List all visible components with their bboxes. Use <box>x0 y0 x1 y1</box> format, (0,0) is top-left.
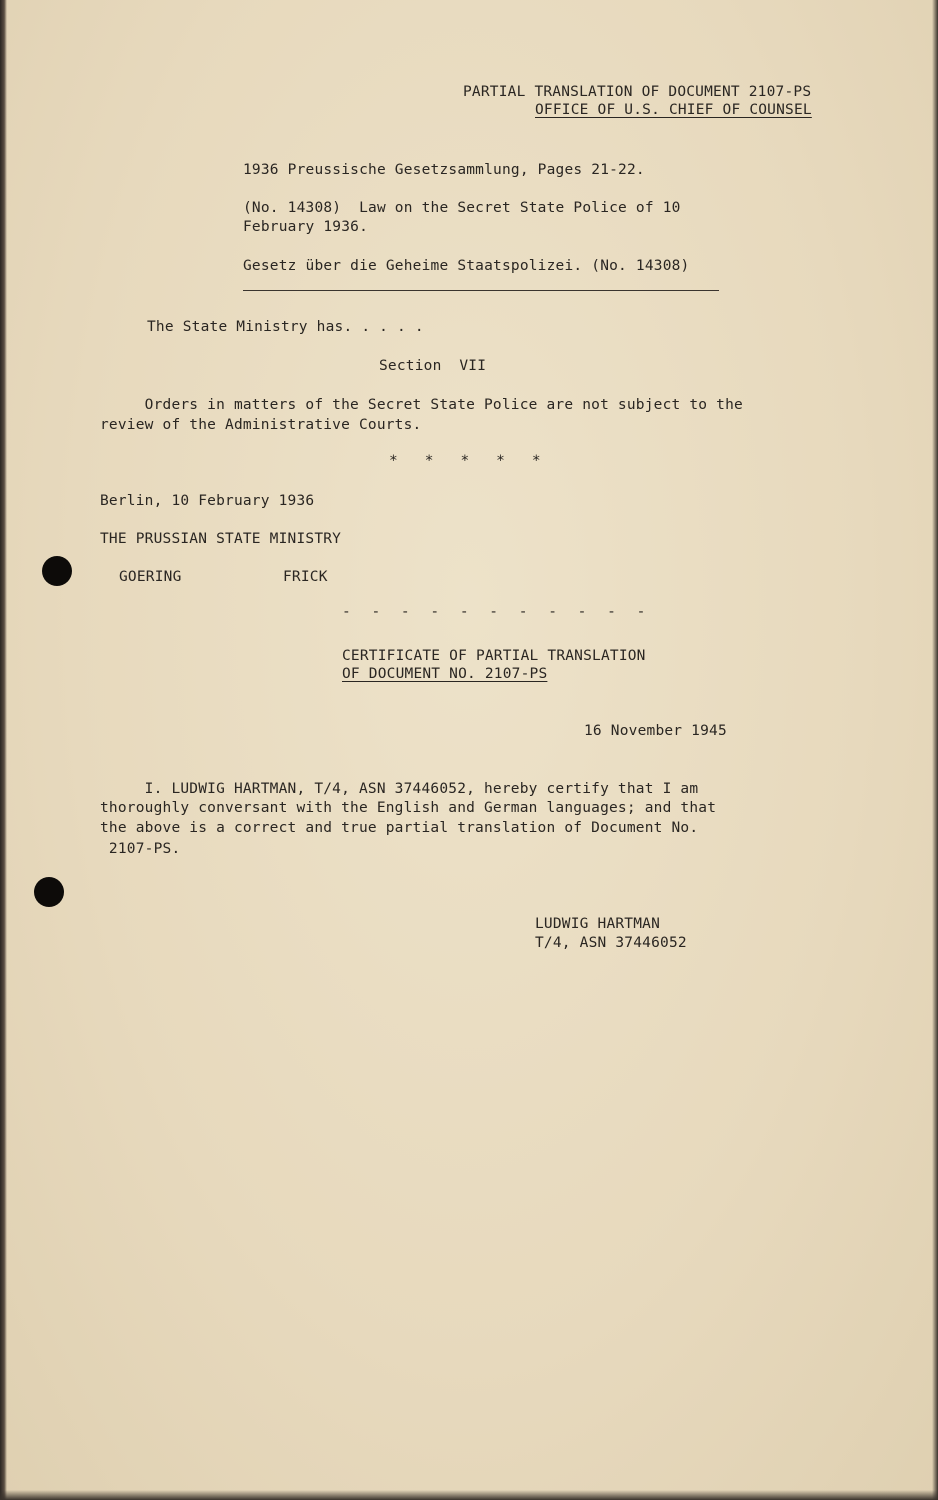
translator-signature-name: LUDWIG HARTMAN <box>535 916 661 932</box>
page-right-edge <box>932 0 938 1500</box>
omission-asterisks: * * * * * <box>389 453 541 469</box>
translator-signature-rank: T/4, ASN 37446052 <box>535 935 687 951</box>
page-bottom-edge <box>0 1490 938 1500</box>
signer-goering: GOERING <box>119 569 182 585</box>
place-and-date: Berlin, 10 February 1936 <box>100 493 315 509</box>
punch-hole-lower <box>34 877 64 907</box>
certificate-text-line-3: the above is a correct and true partial translation of Document No. <box>100 820 699 836</box>
ministry-name: THE PRUSSIAN STATE MINISTRY <box>100 531 342 547</box>
signer-frick: FRICK <box>283 569 328 585</box>
certificate-text-line-4: 2107-PS. <box>100 841 181 857</box>
law-title-english-line-2: February 1936. <box>243 219 369 235</box>
header-line-1: PARTIAL TRANSLATION OF DOCUMENT 2107-PS <box>463 84 812 100</box>
certificate-text-line-2: thoroughly conversant with the English and German languages; and that <box>100 800 717 816</box>
separator-dashes: - - - - - - - - - - - <box>342 604 652 620</box>
title-rule <box>243 290 719 291</box>
header-line-2: OFFICE OF U.S. CHIEF OF COUNSEL <box>535 102 812 118</box>
source-citation: 1936 Preussische Gesetzsammlung, Pages 21-22. <box>243 162 645 178</box>
law-title-german: Gesetz über die Geheime Staatspolizei. (No. 14308) <box>243 258 690 274</box>
punch-hole-upper <box>42 556 72 586</box>
certificate-title-line-1: CERTIFICATE OF PARTIAL TRANSLATION <box>342 648 646 664</box>
certificate-text-line-1: I. LUDWIG HARTMAN, T/4, ASN 37446052, hereby certify that I am <box>100 781 699 797</box>
intro-line: The State Ministry has. . . . . <box>147 319 424 335</box>
section-text-line-2: review of the Administrative Courts. <box>100 417 422 433</box>
page-left-edge <box>0 0 7 1500</box>
section-heading: Section VII <box>379 358 487 374</box>
certificate-date: 16 November 1945 <box>584 723 727 739</box>
section-text-line-1: Orders in matters of the Secret State Police are not subject to the <box>100 397 743 413</box>
law-title-english-line-1: (No. 14308) Law on the Secret State Police of 10 <box>243 200 681 216</box>
certificate-title-line-2: OF DOCUMENT NO. 2107-PS <box>342 666 548 682</box>
